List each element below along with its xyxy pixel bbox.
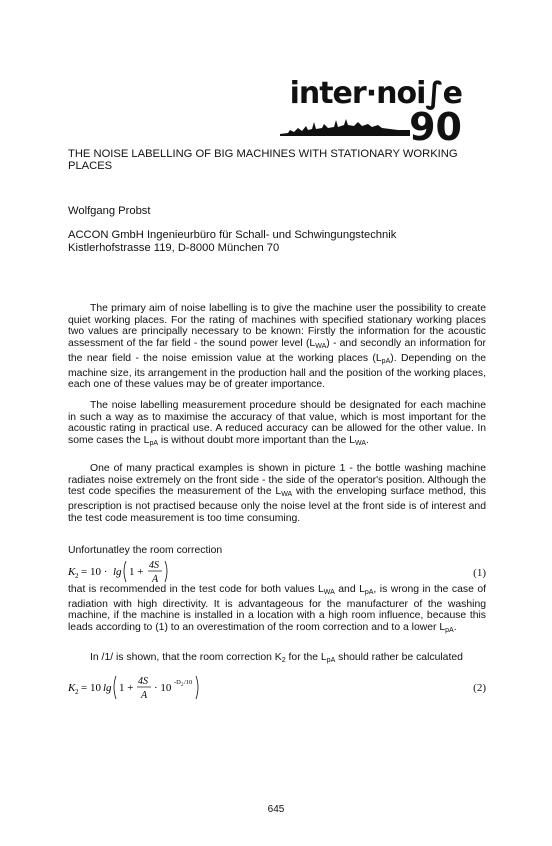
paragraph-5: that is recommended in the test code for both values $L_{WA}$ and $L_{pA}$, is wrong in the case of radiation with high directivity. It is advantageous for the manufacturer of the washing machine, if the machine is installed in a location with a high room influence, because this leads according to (1) to an overestimation of the room correction and to a lower $L_{pA}$.	[68, 584, 486, 635]
svg-text:A: A	[152, 574, 159, 585]
equation-2-number: (2)	[473, 682, 486, 694]
svg-text:/10: /10	[184, 679, 193, 686]
equation-2	[68, 672, 486, 700]
paragraph-2: The noise labelling measurement procedure should be designated for each machine in such a way as to maximise the accuracy of that value, which is most important for the acoustic rating in practical use. A reduced accuracy can be allowed for the other value. In some cases the $L_{pA}$ is without doubt more important than the $L_{WA}$.	[68, 400, 486, 448]
paragraph-4: Unfortunatley the room correction	[68, 545, 223, 556]
paragraph-6: In /1/ is shown, that the room correction $K_2$ for the $L_{pA}$ should rather be calculated	[90, 652, 463, 664]
svg-text:lg: lg	[103, 682, 112, 694]
affiliation-line-2: Kistlerhofstrasse 119, D-8000 München 70	[68, 241, 280, 254]
paper-author: Wolfgang Probst	[68, 205, 151, 217]
svg-text:A: A	[141, 690, 148, 701]
svg-text:K: K	[68, 566, 76, 578]
svg-text:2: 2	[75, 688, 79, 696]
svg-text:1 +: 1 +	[119, 682, 134, 694]
svg-text:-D: -D	[174, 679, 181, 686]
inter-noise-90-logo	[280, 76, 470, 149]
svg-text:4S: 4S	[138, 676, 148, 687]
svg-text:= 10: = 10	[81, 682, 101, 694]
svg-text:2: 2	[181, 683, 184, 688]
equation-1-formula	[68, 557, 178, 585]
svg-text:4S: 4S	[149, 560, 159, 571]
logo-year: 90	[409, 105, 462, 149]
paragraph-1: The primary aim of noise labelling is to give the machine user the possibility to create quiet working places. For the rating of machines with specified stationary working places two values are principally necessary to be known: Firstly the information for the acoustic assessment of the far field - the sound power level $(L_{WA})$ - and secondly an information for the near field - the noise emission value at the working places $(L_{pA})$. Depending on the machine size, its arrangement in the production hall and the position of the working places, each one of these values may be of greater importance.	[68, 303, 487, 391]
logo-wordmark: inter·noi∫e	[289, 76, 462, 111]
paragraph-3: One of many practical examples is shown in picture 1 - the bottle washing machine radiates noise extremely on the front side - the side of the operator's position. Although the test code specifies the measurement of the $L_{WA}$ with the enveloping surface method, this prescription is not practised because only the noise level at the front side is of interest and the test code measurement is too time consuming.	[68, 463, 487, 524]
equation-2-formula	[68, 672, 208, 702]
svg-text:1 +: 1 +	[129, 566, 144, 578]
paper-title: THE NOISE LABELLING OF BIG MACHINES WITH STATIONARY WORKING PLACES	[68, 148, 458, 172]
equation-1-number: (1)	[473, 567, 486, 579]
svg-text:· 10: · 10	[154, 682, 172, 694]
svg-text:= 10 ·: = 10 ·	[81, 566, 108, 578]
svg-text:2: 2	[75, 572, 79, 580]
svg-text:K: K	[68, 682, 76, 694]
paper-affiliation	[68, 229, 396, 254]
page-number: 645	[267, 804, 285, 815]
affiliation-line-1: ACCON GmbH Ingenieurbüro für Schall- und Schwingungstechnik	[68, 229, 397, 241]
svg-text:lg: lg	[113, 566, 122, 578]
city-skyline-icon	[280, 116, 410, 136]
equation-1	[68, 557, 486, 585]
